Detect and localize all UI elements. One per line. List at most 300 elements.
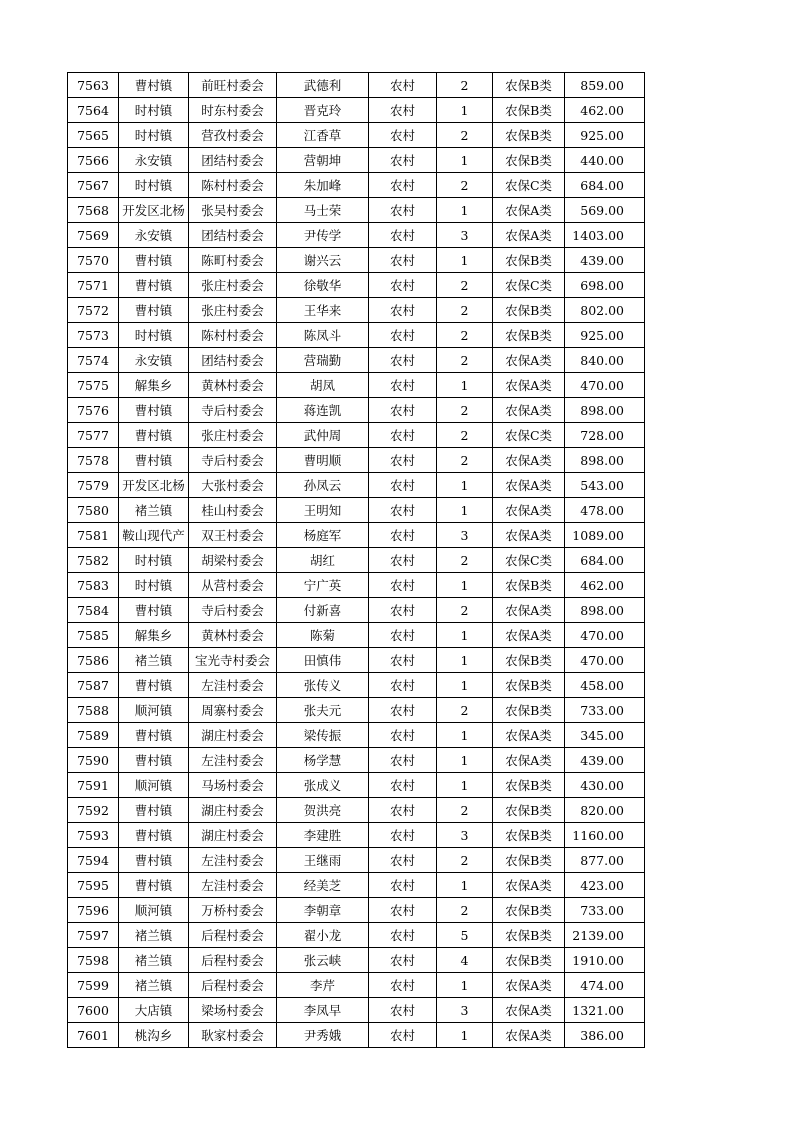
amount-cell: 802.00 (565, 298, 645, 323)
table-row (68, 623, 645, 648)
village-committee-cell: 寺后村委会 (189, 448, 277, 473)
household-type-cell: 农村 (369, 98, 437, 123)
family-size-cell: 1 (437, 248, 493, 273)
person-name-cell: 翟小龙 (277, 923, 369, 948)
insurance-category-cell: 农保A类 (493, 198, 565, 223)
insurance-category-cell: 农保A类 (493, 998, 565, 1023)
household-type-cell: 农村 (369, 873, 437, 898)
town-cell: 曹村镇 (119, 448, 189, 473)
person-name-cell: 李芹 (277, 973, 369, 998)
serial-number-cell: 7586 (68, 648, 119, 673)
insurance-category-cell: 农保B类 (493, 648, 565, 673)
table-row (68, 748, 645, 773)
person-name-cell: 王明知 (277, 498, 369, 523)
family-size-cell: 1 (437, 1023, 493, 1048)
amount-cell: 345.00 (565, 723, 645, 748)
serial-number-cell: 7600 (68, 998, 119, 1023)
household-type-cell: 农村 (369, 623, 437, 648)
roster-table (67, 72, 645, 1048)
town-cell: 时村镇 (119, 548, 189, 573)
table-row (68, 98, 645, 123)
person-name-cell: 武仲周 (277, 423, 369, 448)
amount-cell: 569.00 (565, 198, 645, 223)
household-type-cell: 农村 (369, 173, 437, 198)
family-size-cell: 5 (437, 923, 493, 948)
family-size-cell: 2 (437, 398, 493, 423)
serial-number-cell: 7573 (68, 323, 119, 348)
person-name-cell: 王华来 (277, 298, 369, 323)
serial-number-cell: 7567 (68, 173, 119, 198)
insurance-category-cell: 农保B类 (493, 698, 565, 723)
village-committee-cell: 后程村委会 (189, 923, 277, 948)
village-committee-cell: 团结村委会 (189, 148, 277, 173)
household-type-cell: 农村 (369, 298, 437, 323)
amount-cell: 386.00 (565, 1023, 645, 1048)
family-size-cell: 2 (437, 548, 493, 573)
household-type-cell: 农村 (369, 498, 437, 523)
amount-cell: 462.00 (565, 573, 645, 598)
person-name-cell: 付新喜 (277, 598, 369, 623)
family-size-cell: 2 (437, 423, 493, 448)
amount-cell: 470.00 (565, 373, 645, 398)
table-row (68, 898, 645, 923)
household-type-cell: 农村 (369, 973, 437, 998)
family-size-cell: 3 (437, 523, 493, 548)
family-size-cell: 1 (437, 773, 493, 798)
household-type-cell: 农村 (369, 123, 437, 148)
family-size-cell: 1 (437, 473, 493, 498)
family-size-cell: 1 (437, 723, 493, 748)
person-name-cell: 杨学慧 (277, 748, 369, 773)
amount-cell: 898.00 (565, 598, 645, 623)
insurance-category-cell: 农保B类 (493, 573, 565, 598)
table-row (68, 223, 645, 248)
serial-number-cell: 7584 (68, 598, 119, 623)
household-type-cell: 农村 (369, 698, 437, 723)
table-row (68, 773, 645, 798)
insurance-category-cell: 农保B类 (493, 73, 565, 98)
insurance-category-cell: 农保B类 (493, 898, 565, 923)
village-committee-cell: 张庄村委会 (189, 273, 277, 298)
table-row (68, 648, 645, 673)
household-type-cell: 农村 (369, 248, 437, 273)
town-cell: 曹村镇 (119, 673, 189, 698)
family-size-cell: 1 (437, 623, 493, 648)
family-size-cell: 3 (437, 223, 493, 248)
town-cell: 时村镇 (119, 573, 189, 598)
table-row (68, 173, 645, 198)
person-name-cell: 宁广英 (277, 573, 369, 598)
household-type-cell: 农村 (369, 673, 437, 698)
village-committee-cell: 湖庄村委会 (189, 723, 277, 748)
insurance-category-cell: 农保A类 (493, 473, 565, 498)
town-cell: 鞍山现代产 (119, 523, 189, 548)
family-size-cell: 2 (437, 273, 493, 298)
insurance-category-cell: 农保B类 (493, 848, 565, 873)
insurance-category-cell: 农保C类 (493, 548, 565, 573)
family-size-cell: 2 (437, 848, 493, 873)
person-name-cell: 张成义 (277, 773, 369, 798)
village-committee-cell: 寺后村委会 (189, 398, 277, 423)
town-cell: 时村镇 (119, 173, 189, 198)
amount-cell: 877.00 (565, 848, 645, 873)
table-row (68, 448, 645, 473)
family-size-cell: 1 (437, 573, 493, 598)
household-type-cell: 农村 (369, 848, 437, 873)
amount-cell: 470.00 (565, 648, 645, 673)
insurance-category-cell: 农保B类 (493, 248, 565, 273)
village-committee-cell: 团结村委会 (189, 223, 277, 248)
amount-cell: 840.00 (565, 348, 645, 373)
insurance-category-cell: 农保A类 (493, 873, 565, 898)
town-cell: 永安镇 (119, 148, 189, 173)
table-row (68, 973, 645, 998)
table-row (68, 823, 645, 848)
amount-cell: 423.00 (565, 873, 645, 898)
person-name-cell: 陈菊 (277, 623, 369, 648)
table-row (68, 873, 645, 898)
serial-number-cell: 7570 (68, 248, 119, 273)
insurance-category-cell: 农保A类 (493, 523, 565, 548)
town-cell: 开发区北杨 (119, 473, 189, 498)
person-name-cell: 谢兴云 (277, 248, 369, 273)
household-type-cell: 农村 (369, 223, 437, 248)
table-row (68, 198, 645, 223)
serial-number-cell: 7585 (68, 623, 119, 648)
insurance-category-cell: 农保A类 (493, 373, 565, 398)
person-name-cell: 田慎伟 (277, 648, 369, 673)
family-size-cell: 3 (437, 823, 493, 848)
insurance-category-cell: 农保B类 (493, 798, 565, 823)
person-name-cell: 李凤早 (277, 998, 369, 1023)
serial-number-cell: 7568 (68, 198, 119, 223)
village-committee-cell: 湖庄村委会 (189, 823, 277, 848)
town-cell: 曹村镇 (119, 848, 189, 873)
village-committee-cell: 双王村委会 (189, 523, 277, 548)
household-type-cell: 农村 (369, 348, 437, 373)
table-row (68, 948, 645, 973)
town-cell: 曹村镇 (119, 73, 189, 98)
village-committee-cell: 陈村村委会 (189, 323, 277, 348)
family-size-cell: 2 (437, 323, 493, 348)
village-committee-cell: 左洼村委会 (189, 748, 277, 773)
table-row (68, 423, 645, 448)
table-row (68, 848, 645, 873)
town-cell: 褚兰镇 (119, 923, 189, 948)
village-committee-cell: 后程村委会 (189, 973, 277, 998)
insurance-category-cell: 农保A类 (493, 1023, 565, 1048)
village-committee-cell: 张庄村委会 (189, 298, 277, 323)
serial-number-cell: 7590 (68, 748, 119, 773)
household-type-cell: 农村 (369, 948, 437, 973)
amount-cell: 859.00 (565, 73, 645, 98)
table-row (68, 248, 645, 273)
village-committee-cell: 寺后村委会 (189, 598, 277, 623)
town-cell: 时村镇 (119, 98, 189, 123)
table-row (68, 473, 645, 498)
village-committee-cell: 梁场村委会 (189, 998, 277, 1023)
town-cell: 曹村镇 (119, 298, 189, 323)
insurance-category-cell: 农保C类 (493, 423, 565, 448)
village-committee-cell: 团结村委会 (189, 348, 277, 373)
town-cell: 曹村镇 (119, 273, 189, 298)
amount-cell: 684.00 (565, 548, 645, 573)
serial-number-cell: 7571 (68, 273, 119, 298)
village-committee-cell: 马场村委会 (189, 773, 277, 798)
table-row (68, 323, 645, 348)
household-type-cell: 农村 (369, 598, 437, 623)
household-type-cell: 农村 (369, 573, 437, 598)
serial-number-cell: 7576 (68, 398, 119, 423)
serial-number-cell: 7563 (68, 73, 119, 98)
serial-number-cell: 7574 (68, 348, 119, 373)
town-cell: 解集乡 (119, 623, 189, 648)
family-size-cell: 1 (437, 648, 493, 673)
town-cell: 顺河镇 (119, 773, 189, 798)
village-committee-cell: 前旺村委会 (189, 73, 277, 98)
amount-cell: 898.00 (565, 398, 645, 423)
insurance-category-cell: 农保A类 (493, 398, 565, 423)
table-row (68, 573, 645, 598)
household-type-cell: 农村 (369, 923, 437, 948)
insurance-category-cell: 农保A类 (493, 348, 565, 373)
amount-cell: 733.00 (565, 898, 645, 923)
insurance-category-cell: 农保A类 (493, 748, 565, 773)
amount-cell: 430.00 (565, 773, 645, 798)
insurance-category-cell: 农保B类 (493, 823, 565, 848)
table-row (68, 698, 645, 723)
household-type-cell: 农村 (369, 1023, 437, 1048)
amount-cell: 474.00 (565, 973, 645, 998)
table-row (68, 923, 645, 948)
town-cell: 褚兰镇 (119, 498, 189, 523)
household-type-cell: 农村 (369, 398, 437, 423)
town-cell: 曹村镇 (119, 823, 189, 848)
insurance-category-cell: 农保C类 (493, 273, 565, 298)
person-name-cell: 江香草 (277, 123, 369, 148)
serial-number-cell: 7594 (68, 848, 119, 873)
household-type-cell: 农村 (369, 323, 437, 348)
serial-number-cell: 7592 (68, 798, 119, 823)
household-type-cell: 农村 (369, 748, 437, 773)
table-row (68, 373, 645, 398)
town-cell: 解集乡 (119, 373, 189, 398)
person-name-cell: 晋克玲 (277, 98, 369, 123)
family-size-cell: 4 (437, 948, 493, 973)
village-committee-cell: 左洼村委会 (189, 873, 277, 898)
village-committee-cell: 陈町村委会 (189, 248, 277, 273)
serial-number-cell: 7599 (68, 973, 119, 998)
town-cell: 顺河镇 (119, 698, 189, 723)
household-type-cell: 农村 (369, 73, 437, 98)
town-cell: 曹村镇 (119, 873, 189, 898)
serial-number-cell: 7565 (68, 123, 119, 148)
person-name-cell: 蒋连凯 (277, 398, 369, 423)
serial-number-cell: 7588 (68, 698, 119, 723)
town-cell: 桃沟乡 (119, 1023, 189, 1048)
amount-cell: 820.00 (565, 798, 645, 823)
amount-cell: 1403.00 (565, 223, 645, 248)
insurance-category-cell: 农保A类 (493, 598, 565, 623)
person-name-cell: 朱加峰 (277, 173, 369, 198)
amount-cell: 698.00 (565, 273, 645, 298)
serial-number-cell: 7569 (68, 223, 119, 248)
serial-number-cell: 7566 (68, 148, 119, 173)
table-row (68, 498, 645, 523)
amount-cell: 478.00 (565, 498, 645, 523)
town-cell: 永安镇 (119, 348, 189, 373)
family-size-cell: 2 (437, 123, 493, 148)
table-row (68, 148, 645, 173)
serial-number-cell: 7579 (68, 473, 119, 498)
table-row (68, 548, 645, 573)
serial-number-cell: 7591 (68, 773, 119, 798)
household-type-cell: 农村 (369, 723, 437, 748)
serial-number-cell: 7578 (68, 448, 119, 473)
amount-cell: 470.00 (565, 623, 645, 648)
household-type-cell: 农村 (369, 823, 437, 848)
table-row (68, 598, 645, 623)
person-name-cell: 孙凤云 (277, 473, 369, 498)
table-row (68, 398, 645, 423)
table-row (68, 348, 645, 373)
family-size-cell: 1 (437, 973, 493, 998)
serial-number-cell: 7577 (68, 423, 119, 448)
household-type-cell: 农村 (369, 523, 437, 548)
family-size-cell: 2 (437, 598, 493, 623)
serial-number-cell: 7589 (68, 723, 119, 748)
village-committee-cell: 万桥村委会 (189, 898, 277, 923)
village-committee-cell: 左洼村委会 (189, 848, 277, 873)
amount-cell: 439.00 (565, 748, 645, 773)
serial-number-cell: 7587 (68, 673, 119, 698)
person-name-cell: 杨庭军 (277, 523, 369, 548)
table-row (68, 298, 645, 323)
table-row (68, 123, 645, 148)
serial-number-cell: 7575 (68, 373, 119, 398)
household-type-cell: 农村 (369, 473, 437, 498)
amount-cell: 925.00 (565, 323, 645, 348)
amount-cell: 898.00 (565, 448, 645, 473)
family-size-cell: 2 (437, 173, 493, 198)
person-name-cell: 李建胜 (277, 823, 369, 848)
amount-cell: 440.00 (565, 148, 645, 173)
town-cell: 曹村镇 (119, 398, 189, 423)
family-size-cell: 1 (437, 98, 493, 123)
town-cell: 永安镇 (119, 223, 189, 248)
family-size-cell: 2 (437, 348, 493, 373)
household-type-cell: 农村 (369, 798, 437, 823)
amount-cell: 2139.00 (565, 923, 645, 948)
household-type-cell: 农村 (369, 198, 437, 223)
amount-cell: 439.00 (565, 248, 645, 273)
person-name-cell: 经美芝 (277, 873, 369, 898)
family-size-cell: 1 (437, 673, 493, 698)
serial-number-cell: 7572 (68, 298, 119, 323)
family-size-cell: 1 (437, 873, 493, 898)
insurance-category-cell: 农保B类 (493, 98, 565, 123)
amount-cell: 1321.00 (565, 998, 645, 1023)
person-name-cell: 胡红 (277, 548, 369, 573)
household-type-cell: 农村 (369, 898, 437, 923)
insurance-category-cell: 农保B类 (493, 923, 565, 948)
village-committee-cell: 张吴村委会 (189, 198, 277, 223)
amount-cell: 925.00 (565, 123, 645, 148)
town-cell: 大店镇 (119, 998, 189, 1023)
amount-cell: 1160.00 (565, 823, 645, 848)
serial-number-cell: 7596 (68, 898, 119, 923)
serial-number-cell: 7582 (68, 548, 119, 573)
family-size-cell: 1 (437, 498, 493, 523)
household-type-cell: 农村 (369, 423, 437, 448)
village-committee-cell: 桂山村委会 (189, 498, 277, 523)
amount-cell: 728.00 (565, 423, 645, 448)
insurance-category-cell: 农保B类 (493, 148, 565, 173)
table-row (68, 273, 645, 298)
family-size-cell: 1 (437, 373, 493, 398)
insurance-category-cell: 农保B类 (493, 773, 565, 798)
household-type-cell: 农村 (369, 648, 437, 673)
person-name-cell: 王继雨 (277, 848, 369, 873)
village-committee-cell: 时东村委会 (189, 98, 277, 123)
person-name-cell: 尹秀娥 (277, 1023, 369, 1048)
roster-body (68, 73, 645, 1048)
relief-roster-sheet (67, 72, 645, 1048)
person-name-cell: 陈凤斗 (277, 323, 369, 348)
serial-number-cell: 7564 (68, 98, 119, 123)
village-committee-cell: 后程村委会 (189, 948, 277, 973)
household-type-cell: 农村 (369, 373, 437, 398)
household-type-cell: 农村 (369, 773, 437, 798)
village-committee-cell: 耿家村委会 (189, 1023, 277, 1048)
amount-cell: 543.00 (565, 473, 645, 498)
family-size-cell: 3 (437, 998, 493, 1023)
town-cell: 曹村镇 (119, 723, 189, 748)
family-size-cell: 2 (437, 698, 493, 723)
town-cell: 曹村镇 (119, 423, 189, 448)
insurance-category-cell: 农保A类 (493, 723, 565, 748)
town-cell: 时村镇 (119, 123, 189, 148)
person-name-cell: 张夫元 (277, 698, 369, 723)
insurance-category-cell: 农保A类 (493, 623, 565, 648)
household-type-cell: 农村 (369, 273, 437, 298)
amount-cell: 684.00 (565, 173, 645, 198)
town-cell: 曹村镇 (119, 248, 189, 273)
table-row (68, 73, 645, 98)
village-committee-cell: 从营村委会 (189, 573, 277, 598)
family-size-cell: 1 (437, 748, 493, 773)
serial-number-cell: 7598 (68, 948, 119, 973)
insurance-category-cell: 农保A类 (493, 223, 565, 248)
village-committee-cell: 湖庄村委会 (189, 798, 277, 823)
village-committee-cell: 陈村村委会 (189, 173, 277, 198)
insurance-category-cell: 农保A类 (493, 448, 565, 473)
village-committee-cell: 周寨村委会 (189, 698, 277, 723)
village-committee-cell: 营孜村委会 (189, 123, 277, 148)
family-size-cell: 1 (437, 148, 493, 173)
town-cell: 曹村镇 (119, 598, 189, 623)
village-committee-cell: 黄林村委会 (189, 373, 277, 398)
family-size-cell: 2 (437, 798, 493, 823)
amount-cell: 1910.00 (565, 948, 645, 973)
household-type-cell: 农村 (369, 998, 437, 1023)
village-committee-cell: 宝光寺村委会 (189, 648, 277, 673)
table-row (68, 723, 645, 748)
insurance-category-cell: 农保B类 (493, 123, 565, 148)
serial-number-cell: 7580 (68, 498, 119, 523)
person-name-cell: 马士荣 (277, 198, 369, 223)
table-row (68, 798, 645, 823)
